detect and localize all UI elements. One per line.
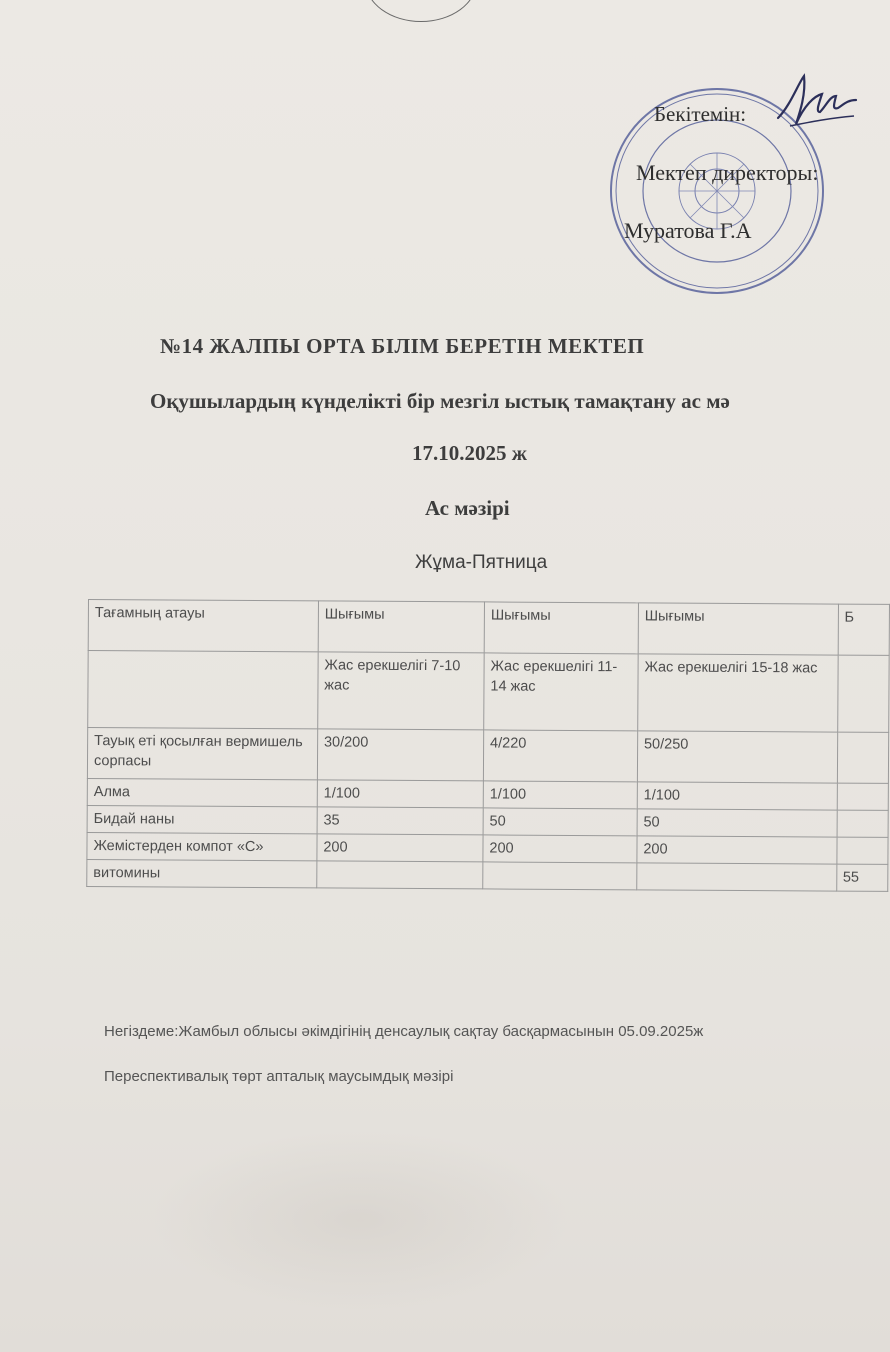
age-cell: Жас ерекшелігі 15-18 жас [638, 654, 838, 732]
value-cell: 1/100 [317, 780, 483, 808]
value-cell [837, 810, 889, 837]
value-cell [836, 837, 888, 864]
value-cell: 200 [317, 834, 483, 862]
value-cell: 4/220 [483, 730, 637, 782]
age-cell: Жас ерекшелігі 11-14 жас [484, 653, 638, 731]
dish-name-cell: витомины [87, 859, 317, 887]
header-cell: Шығымы [638, 603, 838, 655]
age-cell: Жас ерекшелігі 7-10 жас [318, 652, 485, 730]
dish-name-cell: Алма [87, 778, 317, 806]
table-header-row [88, 600, 889, 656]
age-group-row [88, 651, 889, 733]
menu-table [86, 599, 890, 892]
age-cell [88, 651, 318, 729]
value-cell: 30/200 [317, 729, 483, 781]
table-row [87, 728, 888, 784]
value-cell [483, 862, 637, 890]
director-name: Муратова Г.А [624, 218, 752, 243]
value-cell [317, 861, 483, 889]
director-title: Мектеп директоры: [636, 160, 819, 185]
menu-type-note: Переспективалық төрт апталық маусымдық мәзірі [104, 1068, 454, 1085]
top-arc-mark [365, 0, 477, 22]
weekday-label: Жұма-Пятница [415, 552, 548, 573]
director-signature [770, 66, 860, 136]
value-cell: 200 [637, 836, 837, 864]
header-cell: Шығымы [318, 601, 484, 653]
header-cell: Тағамның атауы [88, 600, 318, 652]
value-cell: 200 [483, 835, 637, 863]
menu-title: Ас мәзірі [425, 496, 510, 520]
value-cell: 50/250 [637, 731, 837, 783]
paper-shadow [150, 1130, 570, 1310]
header-cell: Шығымы [484, 602, 638, 654]
value-cell: 1/100 [483, 781, 637, 809]
header-cell: Б [838, 604, 890, 655]
table-row [87, 859, 888, 891]
age-cell [837, 655, 889, 732]
document-subtitle: Оқушылардың күнделікті бір мезгіл ыстық тамақтану ас мә [150, 389, 730, 413]
value-cell: 55 [836, 864, 888, 891]
basis-note: Негіздеме:Жамбыл облысы әкімдігінің денсаулық сақтау басқармасынын 05.09.2025ж [104, 1023, 704, 1040]
value-cell [637, 863, 837, 891]
menu-date: 17.10.2025 ж [412, 441, 527, 465]
value-cell [837, 732, 889, 783]
dish-name-cell: Тауық еті қосылған вермишель сорпасы [87, 728, 317, 780]
dish-name-cell: Жемістерден компот «С» [87, 832, 317, 860]
value-cell: 50 [637, 809, 837, 837]
approval-label: Бекітемін: [654, 102, 747, 126]
value-cell: 50 [483, 808, 637, 836]
school-title: №14 ЖАЛПЫ ОРТА БІЛІМ БЕРЕТІН МЕКТЕП [160, 334, 645, 358]
dish-name-cell: Бидай наны [87, 805, 317, 833]
value-cell: 35 [317, 807, 483, 835]
value-cell [837, 783, 889, 810]
value-cell: 1/100 [637, 782, 837, 810]
